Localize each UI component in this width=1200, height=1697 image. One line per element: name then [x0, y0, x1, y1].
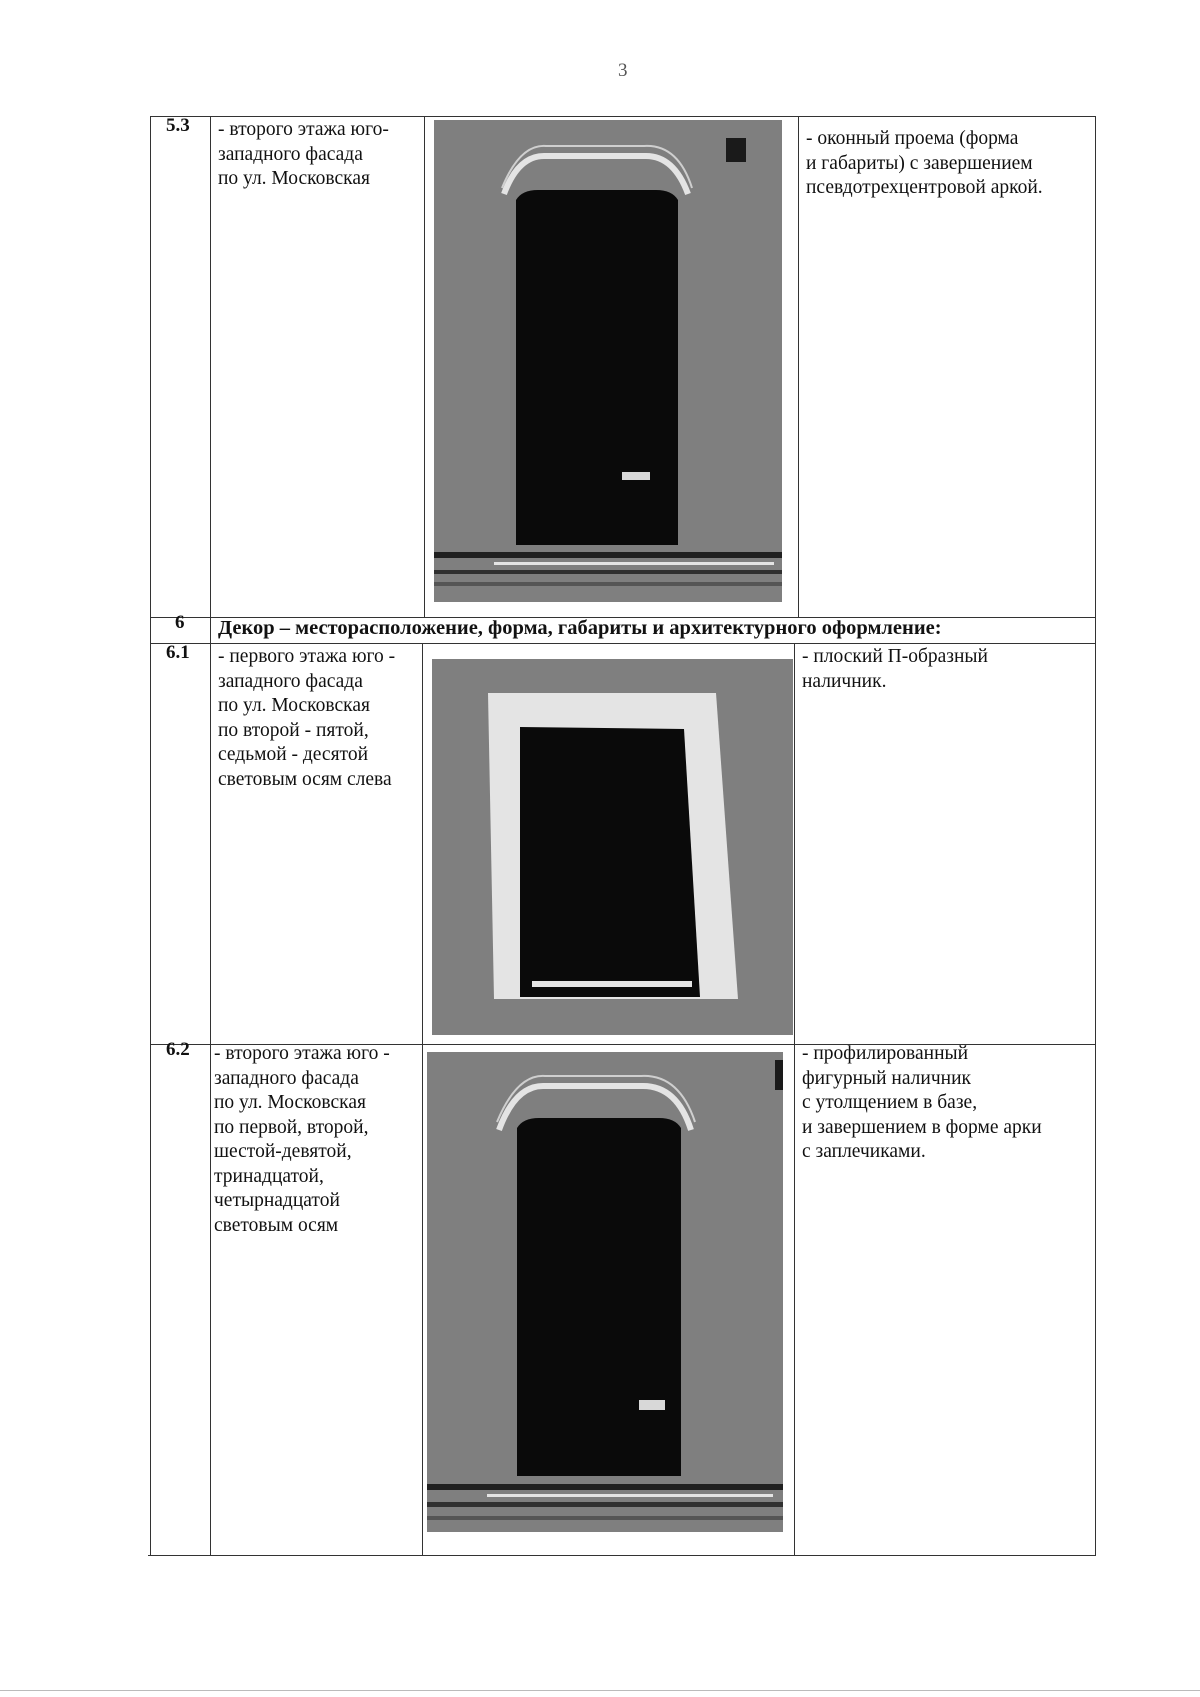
- table-rule: [148, 1555, 1096, 1556]
- row-number: 6.1: [166, 642, 190, 663]
- table-rule: [150, 116, 151, 1555]
- row-number: 6.2: [166, 1039, 190, 1060]
- table-rule: [210, 116, 211, 1555]
- table-rule: [424, 116, 425, 617]
- row-description: - плоский П-образный наличник.: [802, 646, 988, 692]
- row-description: - профилированный фигурный наличник с утолщением в базе, и завершением в форме арки с заплечиками.: [802, 1043, 1042, 1162]
- table-rule: [794, 643, 795, 1555]
- table-rule: [150, 116, 1096, 117]
- table-rule: [1095, 116, 1096, 1555]
- arched-window-photo: [427, 1052, 783, 1532]
- row-location: - второго этажа юго - западного фасада по ул. Московская по первой, второй, шестой-девятой, тринадцатой, четырнадцатой световым осям: [214, 1043, 390, 1236]
- page-bottom-rule: [0, 1690, 1200, 1691]
- arched-window-photo: [434, 120, 782, 602]
- table-rule: [150, 643, 1096, 644]
- row-number: 5.3: [166, 115, 190, 136]
- section-title: Декор – месторасположение, форма, габариты и архитектурного оформление:: [218, 617, 942, 639]
- table-rule: [422, 643, 423, 1555]
- section-number: 6: [175, 612, 185, 633]
- table-rule: [798, 116, 799, 617]
- row-location: - второго этажа юго- западного фасада по ул. Московская: [218, 119, 389, 189]
- row-description: - оконный проема (форма и габариты) с завершением псевдотрехцентровой аркой.: [806, 128, 1043, 198]
- rectangular-window-photo: [432, 659, 793, 1035]
- row-location: - первого этажа юго - западного фасада по ул. Московская по второй - пятой, седьмой - десятой световым осям слева: [218, 646, 396, 790]
- page-number: 3: [618, 60, 628, 81]
